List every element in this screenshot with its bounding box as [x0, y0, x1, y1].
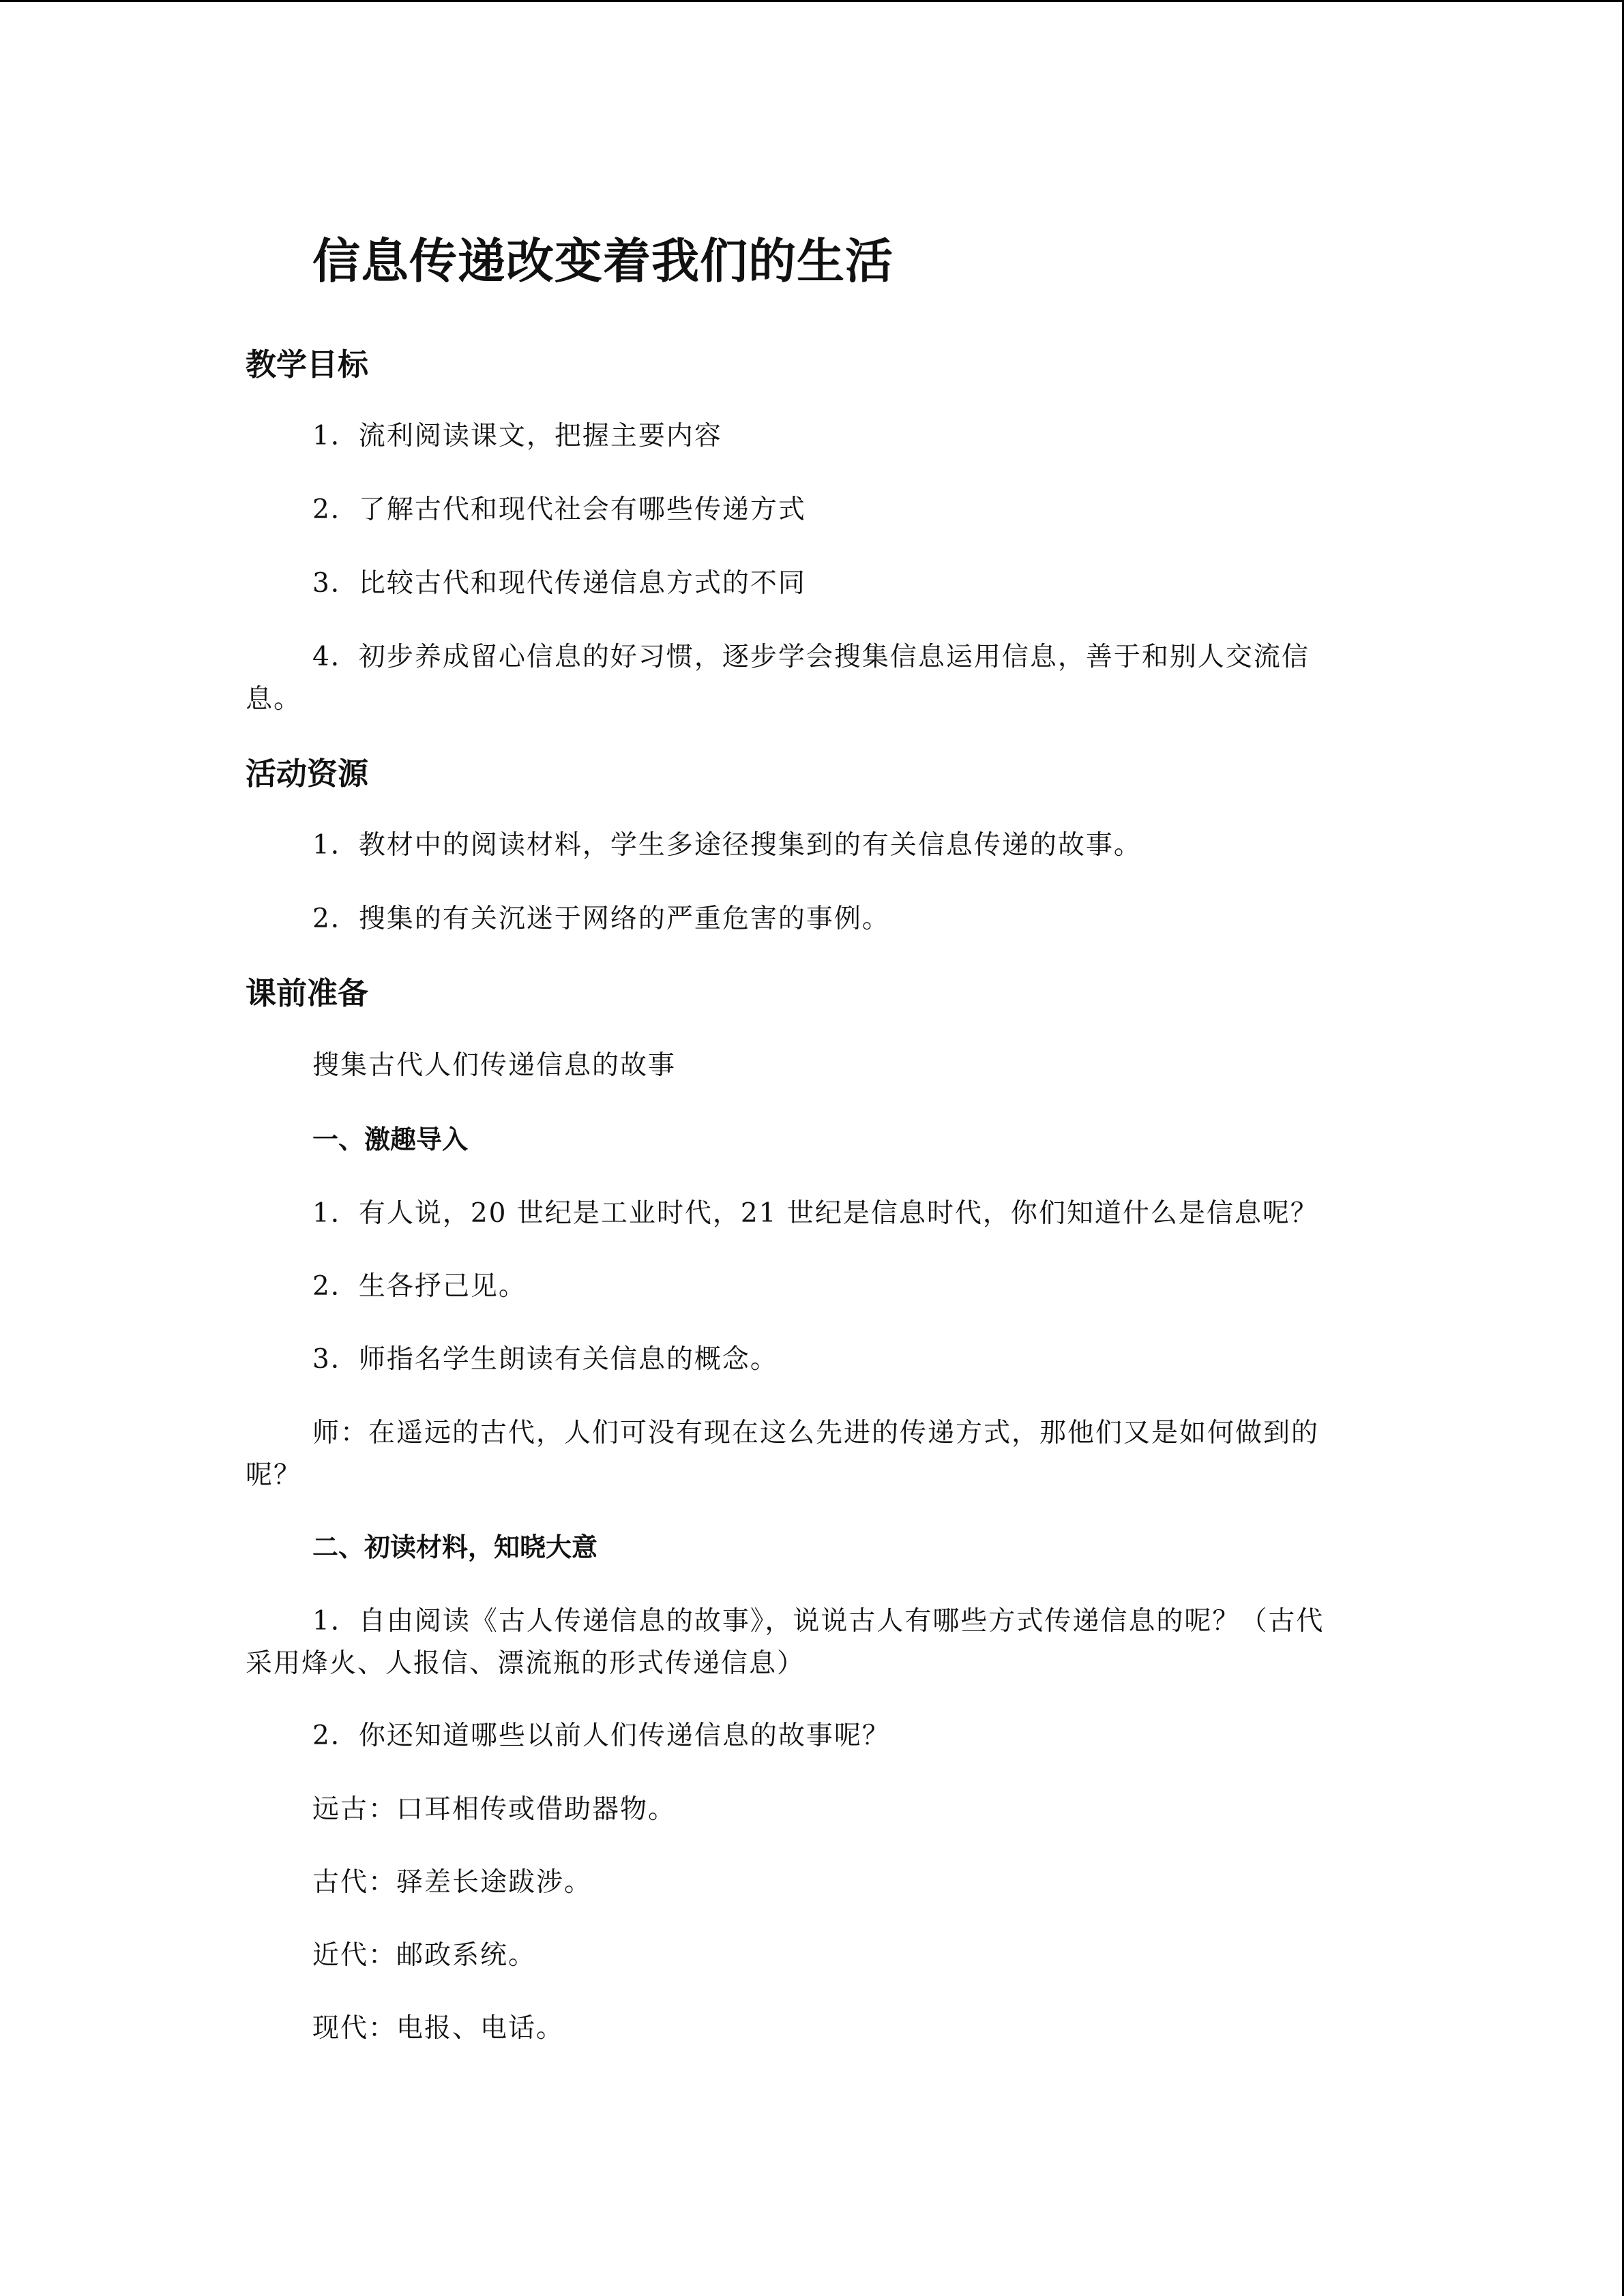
goal-item-2: 2．了解古代和现代社会有哪些传递方式 [312, 494, 806, 525]
step1-item-1: 1．有人说，20 世纪是工业时代，21 世纪是信息时代，你们知道什么是信息呢？ [312, 1198, 1318, 1229]
prep-text: 搜集古代人们传递信息的故事 [312, 1050, 677, 1081]
resource-item-1: 1．教材中的阅读材料，学生多途径搜集到的有关信息传递的故事。 [312, 830, 1142, 861]
step2-item-2: 2．你还知道哪些以前人们传递信息的故事呢？ [312, 1720, 890, 1751]
step1-heading: 一、激趣导入 [312, 1124, 469, 1154]
era-early-modern: 近代：邮政系统。 [312, 1940, 537, 1971]
teacher-question-line-2: 呢？ [246, 1460, 302, 1491]
goal-item-3: 3．比较古代和现代传递信息方式的不同 [312, 568, 806, 599]
teacher-question-line-1: 师：在遥远的古代，人们可没有现在这么先进的传递方式，那他们又是如何做到的 [312, 1418, 1320, 1448]
era-modern: 现代：电报、电话。 [312, 2013, 565, 2044]
document-title: 信息传递改变着我们的生活 [312, 233, 894, 289]
era-ancient: 古代：驿差长途跋涉。 [312, 1867, 593, 1898]
step2-item-1-line-2: 采用烽火、人报信、漂流瓶的形式传递信息） [246, 1648, 806, 1679]
step1-item-3: 3．师指名学生朗读有关信息的概念。 [312, 1344, 778, 1375]
step2-item-1-line-1: 1．自由阅读《古人传递信息的故事》，说说古人有哪些方式传递信息的呢？（古代 [312, 1606, 1325, 1637]
prep-heading: 课前准备 [246, 975, 369, 1011]
goal-item-1: 1．流利阅读课文，把握主要内容 [312, 421, 722, 451]
step2-heading: 二、初读材料，知晓大意 [312, 1532, 598, 1562]
era-ancient-remote: 远古：口耳相传或借助器物。 [312, 1794, 677, 1825]
page-top-border [0, 0, 1624, 2]
goals-heading: 教学目标 [246, 346, 369, 383]
resources-heading: 活动资源 [246, 756, 369, 792]
step1-item-2: 2．生各抒己见。 [312, 1271, 527, 1302]
goal-item-4-line-1: 4．初步养成留心信息的好习惯，逐步学会搜集信息运用信息，善于和别人交流信 [312, 642, 1310, 672]
goal-item-4-line-2: 息。 [246, 684, 302, 715]
resource-item-2: 2．搜集的有关沉迷于网络的严重危害的事例。 [312, 904, 890, 934]
